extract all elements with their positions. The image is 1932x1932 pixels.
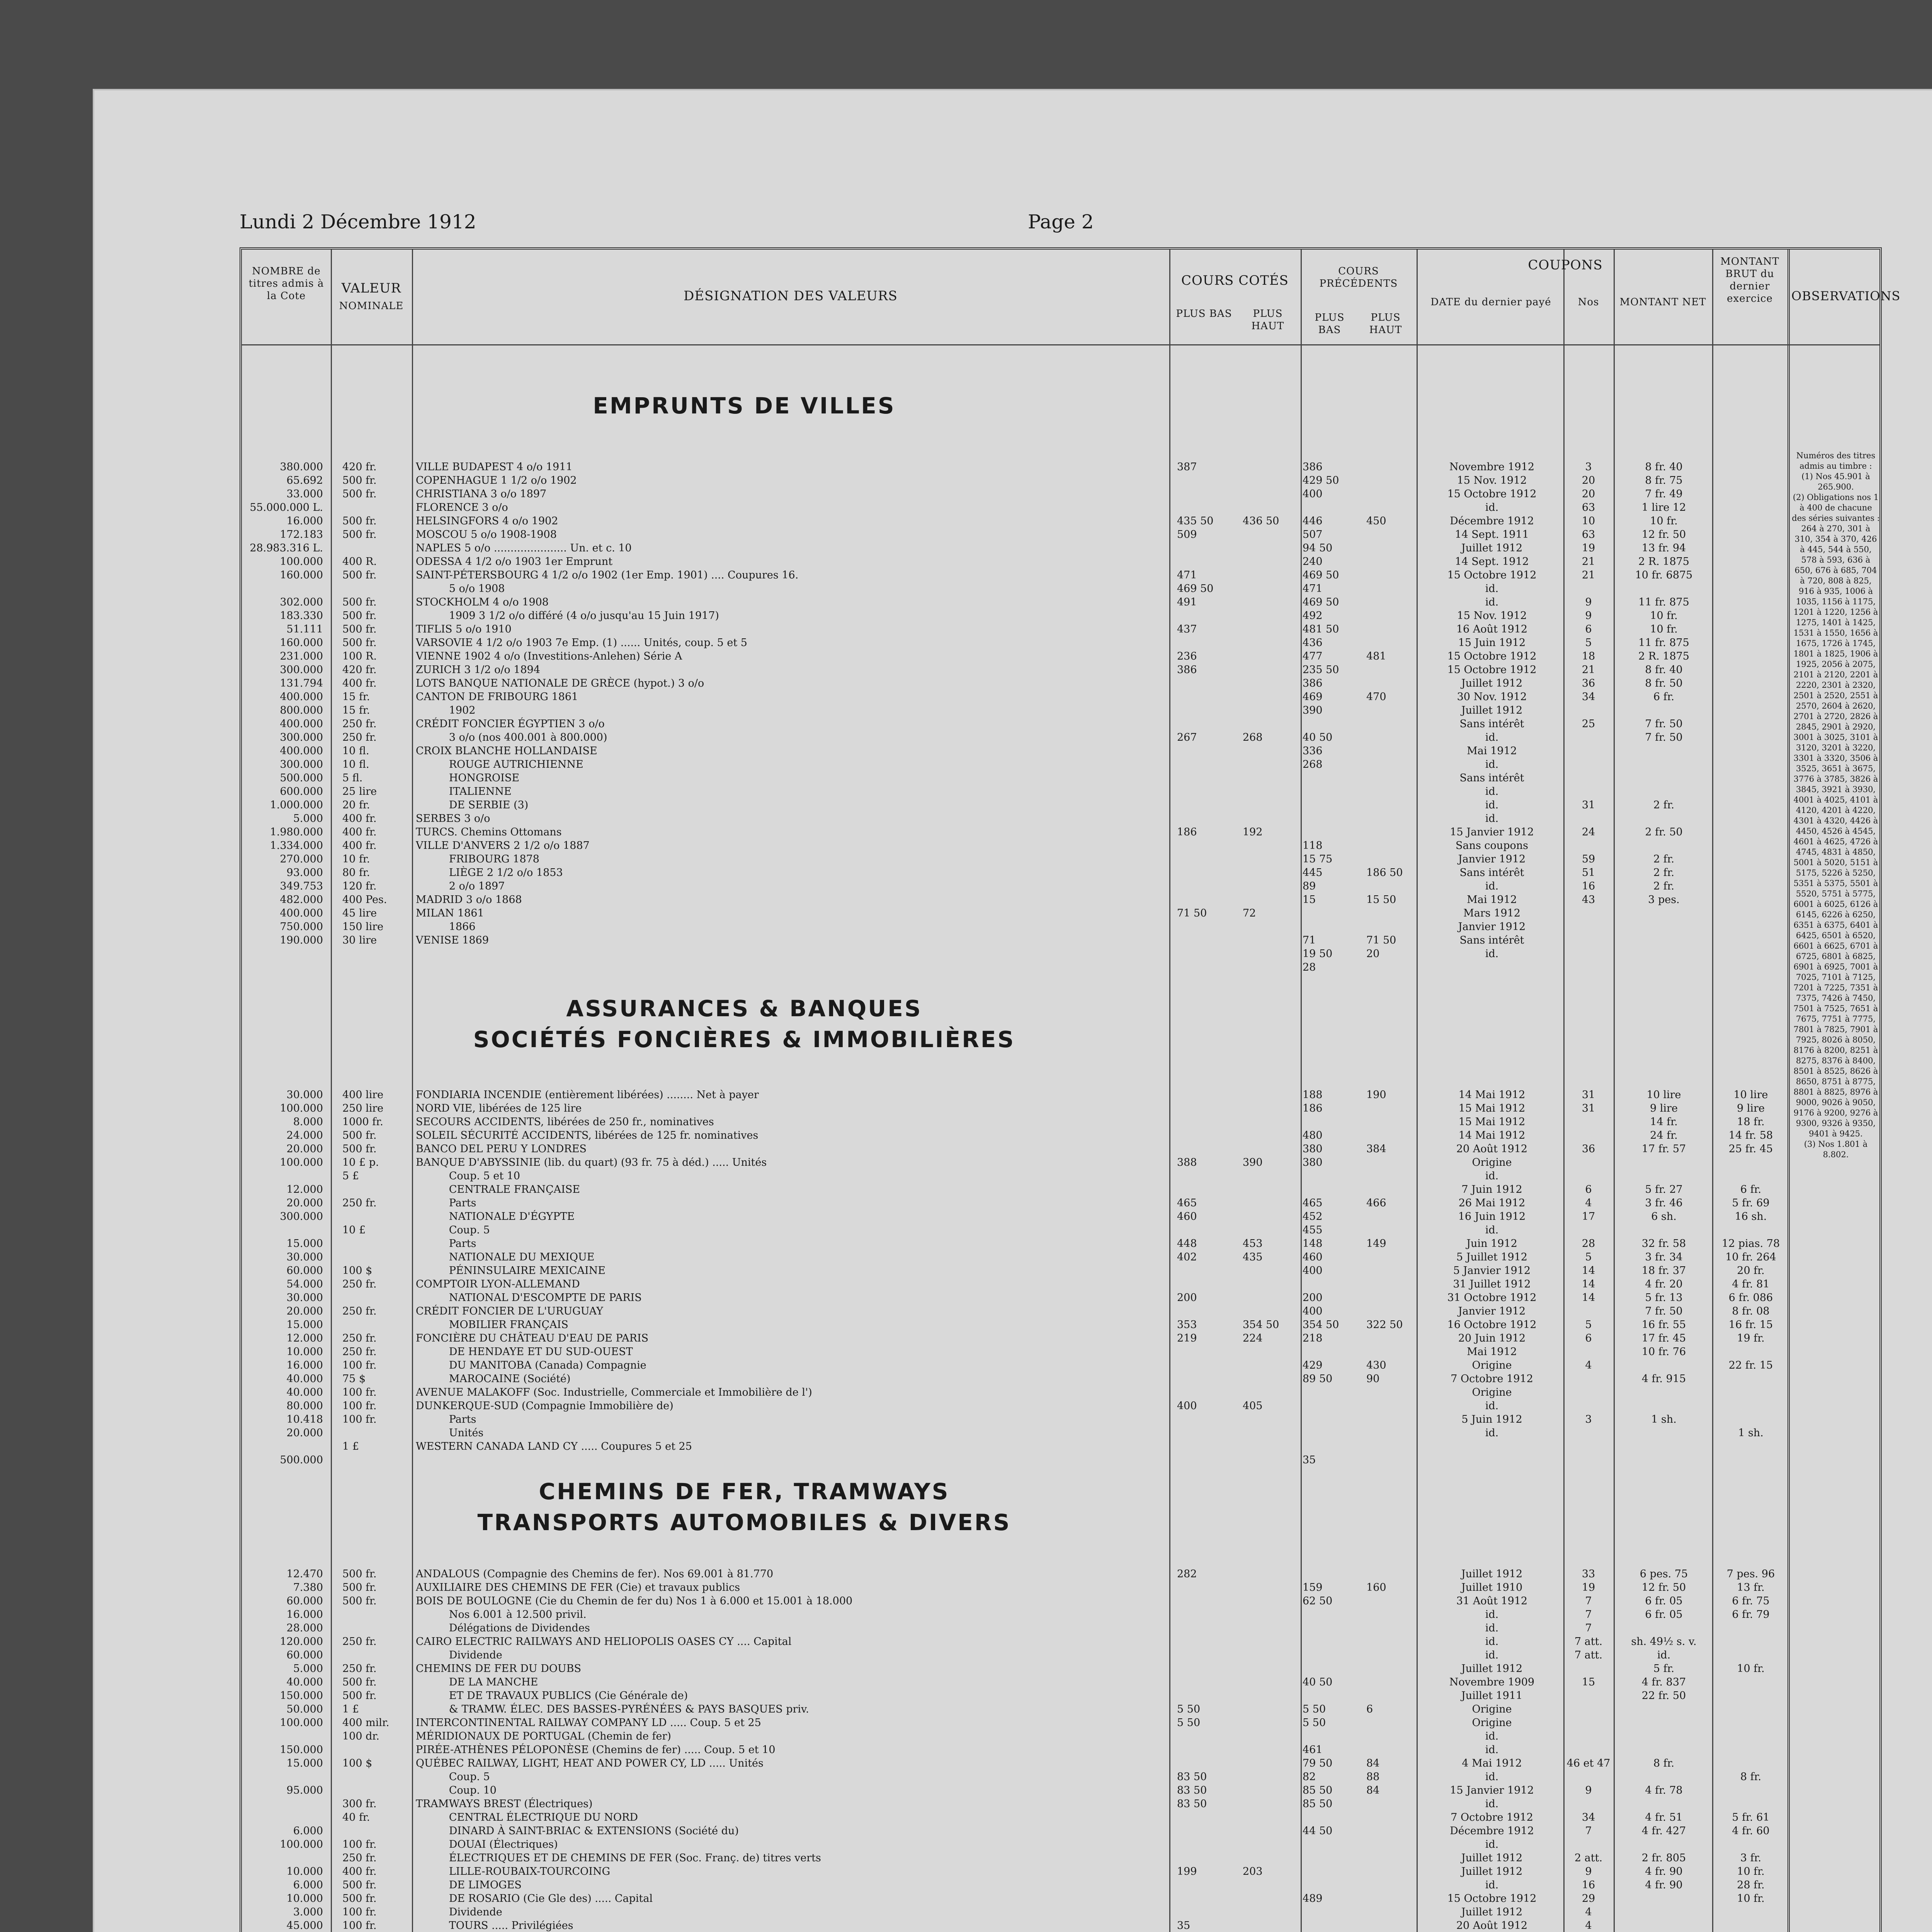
col-cours-precedents: COURS PRÉCÉDENTS xyxy=(1319,265,1398,289)
col-valeur: VALEUR xyxy=(341,281,401,296)
quotation-table xyxy=(240,247,1901,1932)
col-values-designation: VILLE BUDAPEST 4 o/o 1911 COPENHAGUE 1 1/2 o/o 1902 CHRISTIANA 3 o/o 1897 FLORENCE 3 o/o HELSINGFORS 4 o/o 1902 MOSCOU 5 o/o 1908-1908 NAPLES 5 o/o ...................... Un. et c. 10 ODESSA 4 1/2 o/o 1903 1er Emprunt SAINT-PÉTERSBOURG 4 1/2 o/o 1902 (1er Emp. 1901) .... Coupures 16. 5 o/o 1908 STOCKHOLM 4 o/o 1908 1909 3 1/2 o/o différé (4 o/o jusqu'au 15 Juin 1917) TIFLIS 5 o/o 1910 VARSOVIE 4 1/2 o/o 1903 7e Emp. (1) ...... Unités, coup. 5 et 5 VIENNE 1902 4 o/o (Investitions-Anlehen) Série A ZURICH 3 1/2 o/o 1894 LOTS BANQUE NATIONALE DE GRÈCE (hypot.) 3 o/o CANTON DE FRIBOURG 1861 1902 CRÉDIT FONCIER ÉGYPTIEN 3 o/o 3 o/o (nos 400.001 à 800.000) CROIX BLANCHE HOLLANDAISE ROUGE AUTRICHIENNE HONGROISE ITALIENNE DE SERBIE (3) SERBES 3 o/o TURCS. Chemins Ottomans VILLE D'ANVERS 2 1/2 o/o 1887 FRIBOURG 1878 LIÈGE 2 1/2 o/o 1853 2 o/o 1897 MADRID 3 o/o 1868 MILAN 1861 1866 VENISE 1869 xyxy=(416,461,799,946)
page-date: Lundi 2 Décembre 1912 xyxy=(240,211,476,233)
col-values-montant-net: 10 lire 9 lire 14 fr. 24 fr. 17 fr. 57 5 fr. 27 3 fr. 46 6 sh. 32 fr. 58 3 fr. 34 18 fr. 37 4 fr. 20 5 fr. 13 7 fr. 50 16 fr. 55 17 fr. 45 10 fr. 76 4 fr. 915 1 sh. xyxy=(1641,1089,1686,1425)
header-rule xyxy=(242,344,1879,345)
section-title: CHEMINS DE FER, TRAMWAYS xyxy=(539,1478,950,1505)
col-rule xyxy=(1787,250,1790,1932)
col-montant-brut: MONTANT BRUT du dernier exercice xyxy=(1720,256,1779,304)
col-plus-bas-prec: PLUS BAS xyxy=(1315,312,1345,336)
col-values-numero: 31 31 36 6 4 17 28 5 14 14 14 5 6 4 3 xyxy=(1582,1089,1595,1425)
col-valeur-sub: NOMINALE xyxy=(339,300,404,312)
col-values-nombre: 12.470 7.380 60.000 16.000 28.000 120.000 60.000 5.000 40.000 150.000 50.000 100.000 150.000 15.000 95.000 6.000 100.000 10.000 6.000 10.000 3.000 45.000 xyxy=(280,1568,323,1932)
col-values-prec-haut: 190 384 466 149 322 50 430 90 xyxy=(1366,1089,1403,1385)
col-plus-haut-prec: PLUS HAUT xyxy=(1369,312,1402,336)
col-rule xyxy=(412,250,413,1932)
col-rule xyxy=(1169,250,1170,1932)
col-values-plus-bas: 388 465 460 448 402 200 353 219 400 xyxy=(1177,1156,1197,1412)
col-values-nominal: 400 lire 250 lire 1000 fr. 500 fr. 500 fr. 10 £ p. 5 £ 250 fr. 10 £ 100 $ 250 fr. 250 fr. 250 fr. 250 fr. 100 fr. 75 $ 100 fr. 100 fr. 100 fr. 1 £ xyxy=(342,1089,384,1452)
col-nombre: NOMBRE de titres admis à la Cote xyxy=(248,265,324,302)
col-values-prec-bas: 386 429 50 400 446 507 94 50 240 469 50 471 469 50 492 481 50 436 477 235 50 386 469 390 40 50 336 268 118 15 75 445 89 15 71 19 50 28 xyxy=(1303,461,1339,973)
observations-emprunts: Numéros des titres admis au timbre : (1) Nos 45.901 à 265.900. (2) Obligations nos 1 à 400 de chacune des séries suivantes : 264 à 270, 301 à 310, 354 à 370, 426 à 445, 544 à 550, 578 à 593, 636 à 650, 676 à 685, 704 à 720, 808 à 825, 916 à 935, 1006 à 1035, 1156 à 1175, 1201 à 1220, 1256 à 1275, 1401 à 1425, 1531 à 1550, 1656 à 1675, 1726 à 1745, 1801 à 1825, 1906 à 1925, 2056 à 2075, 2101 à 2120, 2201 à 2220, 2301 à 2320, 2501 à 2520, 2551 à 2570, 2604 à 2620, 2701 à 2720, 2826 à 2845, 2901 à 2920, 3001 à 3025, 3101 à 3120, 3201 à 3220, 3301 à 3320, 3506 à 3525, 3651 à 3675, 3776 à 3785, 3826 à 3845, 3921 à 3930, 4001 à 4025, 4101 à 4120, 4201 à 4220, 4301 à 4320, 4426 à 4450, 4526 à 4545, 4601 à 4625, 4726 à 4745, 4831 à 4850, 5001 à 5020, 5151 à 5175, 5226 à 5250, 5351 à 5375, 5501 à 5520, 5751 à 5775, 6001 à 6025, 6126 à 6145, 6226 à 6250, 6351 à 6375, 6401 à 6425, 6501 à 6520, 6601 à 6625, 6701 à 6725, 6801 à 6825, 6901 à 6925, 7001 à 7025, 7101 à 7125, 7201 à 7225, 7351 à 7375, 7426 à 7450, 7501 à 7525, 7651 à 7675, 7751 à 7775, 7801 à 7825, 7901 à 7925, 8026 à 8050, 8176 à 8200, 8251 à 8275, 8376 à 8400, 8501 à 8525, 8626 à 8650, 8751 à 8775, 8801 à 8825, 8976 à 9000, 9026 à 9050, 9176 à 9200, 9276 à 9300, 9326 à 9350, 9401 à 9425. (3) Nos 1.801 à 8.802. xyxy=(1792,451,1880,1159)
col-values-plus-haut: 390 453 435 354 50 224 405 xyxy=(1243,1156,1279,1412)
col-values-montant-net: 6 pes. 75 12 fr. 50 6 fr. 05 6 fr. 05 sh. 49½ s. v. id. 5 fr. 4 fr. 837 22 fr. 50 8 fr. 4 fr. 78 4 fr. 51 4 fr. 427 2 fr. 805 4 fr. 90 4 fr. 90 xyxy=(1631,1568,1697,1891)
col-designation: DÉSIGNATION DES VALEURS xyxy=(684,288,898,304)
col-values-prec-bas: 188 186 480 380 380 465 452 455 148 460 400 200 400 354 50 218 429 89 50 35 xyxy=(1303,1089,1339,1466)
col-values-numero: 3 20 20 63 10 63 19 21 21 9 9 6 5 18 21 36 34 25 31 24 59 51 16 43 xyxy=(1582,461,1595,906)
col-values-montant-net: 8 fr. 40 8 fr. 75 7 fr. 49 1 lire 12 10 fr. 12 fr. 50 13 fr. 94 2 R. 1875 10 fr. 6875 11 fr. 875 10 fr. 10 fr. 11 fr. 875 2 R. 1875 8 fr. 40 8 fr. 50 6 fr. 7 fr. 50 7 fr. 50 2 fr. 2 fr. 50 2 fr. 2 fr. 2 fr. 3 pes. xyxy=(1635,461,1693,906)
col-values-prec-haut: 160 6 84 88 84 xyxy=(1366,1582,1386,1796)
col-values-date: Novembre 1912 15 Nov. 1912 15 Octobre 1912 id. Décembre 1912 14 Sept. 1911 Juillet 1912 14 Sept. 1912 15 Octobre 1912 id. id. 15 Nov. 1912 16 Août 1912 15 Juin 1912 15 Octobre 1912 15 Octobre 1912 Juillet 1912 30 Nov. 1912 Juillet 1912 Sans intérêt id. Mai 1912 id. Sans intérêt id. id. id. 15 Janvier 1912 Sans coupons Janvier 1912 Sans intérêt id. Mai 1912 Mars 1912 Janvier 1912 Sans intérêt id. xyxy=(1447,461,1537,960)
section-title: EMPRUNTS DE VILLES xyxy=(593,393,896,419)
col-values-numero: 33 19 7 7 7 7 att. 7 att. 15 46 et 47 9 34 7 2 att. 9 16 29 4 4 xyxy=(1566,1568,1611,1932)
col-values-plus-bas: 282 5 50 5 50 83 50 83 50 83 50 199 35 xyxy=(1177,1568,1207,1932)
col-values-plus-bas: 387 435 50 509 471 469 50 491 437 236 386 267 186 71 50 xyxy=(1177,461,1214,919)
col-rule xyxy=(1712,250,1713,1932)
col-plus-haut: PLUS HAUT xyxy=(1251,308,1284,332)
col-cours-cotes: COURS COTÉS xyxy=(1181,273,1289,288)
section-subtitle: TRANSPORTS AUTOMOBILES & DIVERS xyxy=(477,1509,1011,1536)
section-title: ASSURANCES & BANQUES xyxy=(566,995,922,1022)
col-rule xyxy=(1614,250,1615,1932)
col-date-paye: DATE du dernier payé xyxy=(1430,296,1551,308)
col-values-prec-bas: 159 62 50 40 50 5 50 5 50 461 79 50 82 85 50 85 50 44 50 489 xyxy=(1303,1582,1333,1905)
col-coupons: COUPONS xyxy=(1528,257,1603,273)
col-values-date: Juillet 1912 Juillet 1910 31 Août 1912 id. id. id. id. Juillet 1912 Novembre 1909 Juillet 1911 Origine Origine id. id. 4 Mai 1912 id. 15 Janvier 1912 id. 7 Octobre 1912 Décembre 1912 id. Juillet 1912 Juillet 1912 id. 15 Octobre 1912 Juillet 1912 20 Août 1912 xyxy=(1447,1568,1537,1932)
col-observations: OBSERVATIONS xyxy=(1791,289,1901,303)
col-numero: Nos xyxy=(1578,296,1599,308)
col-values-designation: ANDALOUS (Compagnie des Chemins de fer). Nos 69.001 à 81.770 AUXILIAIRE DES CHEMINS DE FER (Cie) et travaux publics BOIS DE BOULOGNE (Cie du Chemin de fer du) Nos 1 à 6.000 et 15.001 à 18.000 Nos 6.001 à 12.500 privil. Délégations de Dividendes CAIRO ELECTRIC RAILWAYS AND HELIOPOLIS OASES CY .... Capital Dividende CHEMINS DE FER DU DOUBS DE LA MANCHE ET DE TRAVAUX PUBLICS (Cie Générale de) & TRAMW. ÉLEC. DES BASSES-PYRÉNÉES & PAYS BASQUES priv. INTERCONTINENTAL RAILWAY COMPANY LD ..... Coup. 5 et 25 MÉRIDIONAUX DE PORTUGAL (Chemin de fer) PIRÉE-ATHÈNES PÉLOPONÈSE (Chemins de fer) ..... Coup. 5 et 10 QUÉBEC RAILWAY, LIGHT, HEAT AND POWER CY, LD ..... Unités Coup. 5 Coup. 10 TRAMWAYS BREST (Électriques) CENTRAL ÉLECTRIQUE DU NORD DINARD À SAINT-BRIAC & EXTENSIONS (Société du) DOUAI (Électriques) ÉLECTRIQUES ET DE CHEMINS DE FER (Soc. Franç. de) titres verts LILLE-ROUBAIX-TOURCOING DE LIMOGES DE ROSARIO (Cie Gle des) ..... Capital Dividende TOURS ..... Privilégiées xyxy=(416,1568,853,1932)
col-rule xyxy=(1301,250,1302,1932)
col-montant-net: MONTANT NET xyxy=(1619,296,1706,308)
col-values-montant-brut: 10 lire 9 lire 18 fr. 14 fr. 58 25 fr. 45 6 fr. 5 fr. 69 16 sh. 12 pias. 78 10 fr. 264 20 fr. 4 fr. 81 6 fr. 086 8 fr. 08 16 fr. 15 19 fr. 22 fr. 15 1 sh. xyxy=(1721,1089,1780,1439)
col-plus-bas: PLUS BAS xyxy=(1176,308,1232,320)
col-values-plus-haut: 203 xyxy=(1243,1866,1263,1878)
section-subtitle: SOCIÉTÉS FONCIÈRES & IMMOBILIÈRES xyxy=(473,1026,1015,1053)
col-values-plus-haut: 436 50 268 192 72 xyxy=(1243,515,1279,919)
col-values-nominal: 420 fr. 500 fr. 500 fr. 500 fr. 500 fr. 400 R. 500 fr. 500 fr. 500 fr. 500 fr. 500 fr. 100 R. 420 fr. 400 fr. 15 fr. 15 fr. 250 fr. 250 fr. 10 fl. 10 fl. 5 fl. 25 lire 20 fr. 400 fr. 400 fr. 400 fr. 10 fr. 80 fr. 120 fr. 400 Pes. 45 lire 150 lire 30 lire xyxy=(342,461,387,946)
col-values-designation: FONDIARIA INCENDIE (entièrement libérées) ........ Net à payer NORD VIE, libérées de 125 lire SECOURS ACCIDENTS, libérées de 250 fr., nominatives SOLEIL SÉCURITÉ ACCIDENTS, libérées de 125 fr. nominatives BANCO DEL PERU Y LONDRES BANQUE D'ABYSSINIE (lib. du quart) (93 fr. 75 à déd.) ..... Unités Coup. 5 et 10 CENTRALE FRANÇAISE Parts NATIONALE D'ÉGYPTE Coup. 5 Parts NATIONALE DU MEXIQUE PÉNINSULAIRE MEXICAINE COMPTOIR LYON-ALLEMAND NATIONAL D'ESCOMPTE DE PARIS CRÉDIT FONCIER DE L'URUGUAY MOBILIER FRANÇAIS FONCIÈRE DU CHÂTEAU D'EAU DE PARIS DE HENDAYE ET DU SUD-OUEST DU MANITOBA (Canada) Compagnie MAROCAINE (Société) AVENUE MALAKOFF (Soc. Industrielle, Commerciale et Immobilière de l') DUNKERQUE-SUD (Compagnie Immobilière de) Parts Unités WESTERN CANADA LAND CY ..... Coupures 5 et 25 xyxy=(416,1089,812,1452)
col-values-date: 14 Mai 1912 15 Mai 1912 15 Mai 1912 14 Mai 1912 20 Août 1912 Origine id. 7 Juin 1912 26 Mai 1912 16 Juin 1912 id. Juin 1912 5 Juillet 1912 5 Janvier 1912 31 Juillet 1912 31 Octobre 1912 Janvier 1912 16 Octobre 1912 20 Juin 1912 Mai 1912 Origine 7 Octobre 1912 Origine id. 5 Juin 1912 id. xyxy=(1447,1089,1537,1439)
col-values-nominal: 500 fr. 500 fr. 500 fr. 250 fr. 250 fr. 500 fr. 500 fr. 1 £ 400 milr. 100 dr. 100 $ 300 fr. 40 fr. 100 fr. 250 fr. 400 fr. 500 fr. 500 fr. 100 fr. 100 fr. xyxy=(342,1568,389,1932)
col-values-nombre: 380.000 65.692 33.000 55.000.000 L. 16.000 172.183 28.983.316 L. 100.000 160.000 302.000 183.330 51.111 160.000 231.000 300.000 131.794 400.000 800.000 400.000 300.000 400.000 300.000 500.000 600.000 1.000.000 5.000 1.980.000 1.334.000 270.000 93.000 349.753 482.000 400.000 750.000 190.000 xyxy=(250,461,323,946)
col-values-prec-haut: 450 481 470 186 50 15 50 71 50 20 xyxy=(1366,515,1403,960)
col-values-nombre: 30.000 100.000 8.000 24.000 20.000 100.000 12.000 20.000 300.000 15.000 30.000 60.000 54.000 30.000 20.000 15.000 12.000 10.000 16.000 40.000 40.000 80.000 10.418 20.000 500.000 xyxy=(280,1089,323,1466)
page-number: Page 2 xyxy=(1028,211,1094,233)
col-rule xyxy=(331,250,332,1932)
col-values-montant-brut: 7 pes. 96 13 fr. 6 fr. 75 6 fr. 79 10 fr. 8 fr. 5 fr. 61 4 fr. 60 3 fr. 10 fr. 28 fr. 10 fr. xyxy=(1726,1568,1775,1905)
